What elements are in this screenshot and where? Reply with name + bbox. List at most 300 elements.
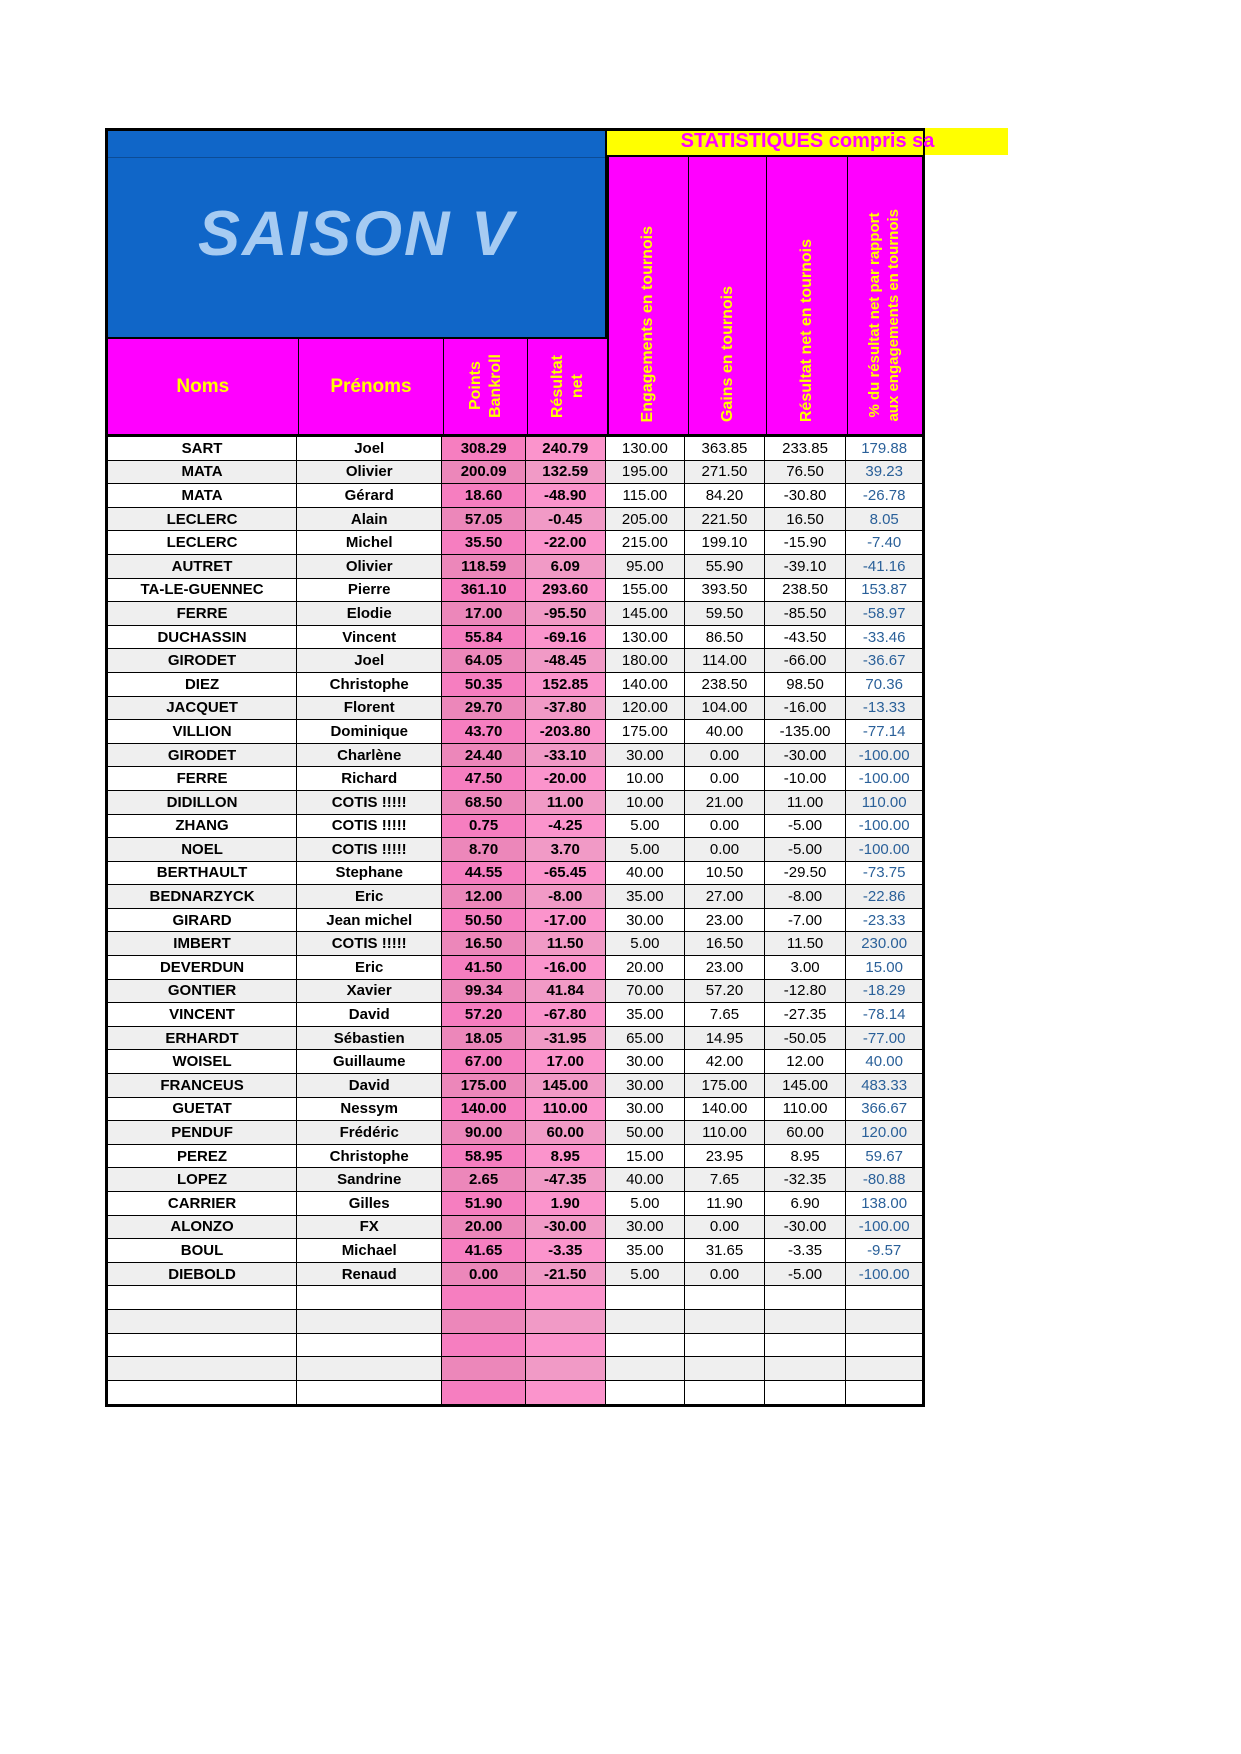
cell-engagements: 140.00 <box>606 673 686 696</box>
cell-prenom: Eric <box>297 885 442 908</box>
column-header-prenoms: Prénoms <box>298 339 444 434</box>
cell-nom: LECLERC <box>108 531 297 554</box>
cell-points-bankroll: 18.05 <box>442 1027 526 1050</box>
cell-resultat-tournois: -50.05 <box>765 1027 847 1050</box>
cell-gains <box>685 1357 765 1380</box>
cell-points-bankroll: 57.20 <box>442 1003 526 1026</box>
cell-engagements: 205.00 <box>606 508 686 531</box>
cell-resultat-tournois: -30.00 <box>765 744 847 767</box>
cell-resultat-net: -69.16 <box>526 626 606 649</box>
cell-prenom <box>297 1381 442 1405</box>
cell-engagements: 195.00 <box>606 461 686 484</box>
cell-prenom: Vincent <box>297 626 442 649</box>
cell-gains: 140.00 <box>685 1098 765 1121</box>
cell-pct: -33.46 <box>862 628 906 646</box>
cell-pct: -22.86 <box>862 888 906 906</box>
cell-engagements: 50.00 <box>606 1121 686 1144</box>
cell-nom: PENDUF <box>108 1121 297 1144</box>
cell-engagements: 30.00 <box>606 909 686 932</box>
cell-gains: 55.90 <box>685 555 765 578</box>
cell-engagements: 175.00 <box>606 720 686 743</box>
cell-resultat-net: -37.80 <box>526 697 606 720</box>
cell-resultat-net: 293.60 <box>526 579 606 602</box>
statistics-banner-text: STATISTIQUES compris sa <box>680 130 935 152</box>
cell-resultat-net: -16.00 <box>526 956 606 979</box>
cell-pct: -100.00 <box>858 1265 910 1283</box>
column-header-noms: Noms <box>176 375 230 397</box>
cell-prenom: Gilles <box>297 1192 442 1215</box>
cell-prenom: COTIS !!!!! <box>297 815 442 838</box>
table-row <box>108 626 922 650</box>
cell-points-bankroll: 2.65 <box>442 1168 526 1191</box>
cell-pct: -100.00 <box>858 770 910 788</box>
cell-prenom: Jean michel <box>297 909 442 932</box>
cell-prenom: COTIS !!!!! <box>297 838 442 861</box>
cell-nom: GONTIER <box>108 980 297 1003</box>
cell-resultat-net <box>526 1286 606 1309</box>
cell-prenom: FX <box>297 1216 442 1239</box>
table-row <box>108 1145 922 1169</box>
cell-prenom: Christophe <box>297 673 442 696</box>
table-row <box>108 1074 922 1098</box>
cell-prenom: Joel <box>297 649 442 672</box>
cell-engagements: 130.00 <box>606 626 686 649</box>
cell-resultat-tournois: 233.85 <box>765 437 847 460</box>
table-row <box>108 697 922 721</box>
cell-engagements: 10.00 <box>606 791 686 814</box>
cell-resultat-net: 110.00 <box>526 1098 606 1121</box>
cell-nom: ZHANG <box>108 815 297 838</box>
cell-resultat-tournois: 76.50 <box>765 461 847 484</box>
cell-gains: 23.95 <box>685 1145 765 1168</box>
cell-prenom: Joel <box>297 437 442 460</box>
cell-engagements: 5.00 <box>606 1192 686 1215</box>
cell-points-bankroll: 67.00 <box>442 1050 526 1073</box>
cell-pct: 153.87 <box>861 581 908 599</box>
cell-resultat-net: 11.50 <box>526 932 606 955</box>
cell-gains: 0.00 <box>685 815 765 838</box>
cell-nom: TA-LE-GUENNEC <box>108 579 297 602</box>
cell-gains: 110.00 <box>685 1121 765 1144</box>
cell-engagements: 145.00 <box>606 602 686 625</box>
cell-gains: 84.20 <box>685 484 765 507</box>
cell-prenom: Renaud <box>297 1263 442 1286</box>
cell-resultat-tournois: 11.50 <box>765 932 847 955</box>
cell-points-bankroll: 12.00 <box>442 885 526 908</box>
cell-nom <box>108 1357 297 1380</box>
cell-nom: NOEL <box>108 838 297 861</box>
cell-points-bankroll: 200.09 <box>442 461 526 484</box>
cell-resultat-tournois <box>765 1381 847 1405</box>
table-row <box>108 744 922 768</box>
table-row <box>108 815 922 839</box>
cell-points-bankroll: 47.50 <box>442 767 526 790</box>
cell-nom <box>108 1334 297 1357</box>
cell-points-bankroll: 68.50 <box>442 791 526 814</box>
cell-engagements: 65.00 <box>606 1027 686 1050</box>
cell-points-bankroll: 64.05 <box>442 649 526 672</box>
table-row <box>108 1003 922 1027</box>
cell-pct: -41.16 <box>862 557 906 575</box>
cell-resultat-net: -0.45 <box>526 508 606 531</box>
table-row <box>108 720 922 744</box>
cell-nom: ERHARDT <box>108 1027 297 1050</box>
cell-pct: -73.75 <box>862 864 906 882</box>
cell-resultat-tournois: 238.50 <box>765 579 847 602</box>
column-header-engagements: Engagements en tournois <box>639 225 657 422</box>
cell-engagements <box>606 1310 686 1333</box>
cell-resultat-net: -203.80 <box>526 720 606 743</box>
cell-resultat-net: -30.00 <box>526 1216 606 1239</box>
cell-gains: 40.00 <box>685 720 765 743</box>
cell-pct: -13.33 <box>862 699 906 717</box>
table-row <box>108 673 922 697</box>
cell-resultat-net: -20.00 <box>526 767 606 790</box>
cell-gains <box>685 1334 765 1357</box>
cell-nom: GIRARD <box>108 909 297 932</box>
cell-resultat-tournois: -16.00 <box>765 697 847 720</box>
cell-resultat-tournois: -5.00 <box>765 815 847 838</box>
cell-points-bankroll: 140.00 <box>442 1098 526 1121</box>
cell-points-bankroll: 0.75 <box>442 815 526 838</box>
cell-resultat-net: -17.00 <box>526 909 606 932</box>
cell-resultat-net: 152.85 <box>526 673 606 696</box>
cell-nom: IMBERT <box>108 932 297 955</box>
cell-pct: 483.33 <box>861 1076 908 1094</box>
cell-resultat-net: 1.90 <box>526 1192 606 1215</box>
cell-resultat-tournois: -8.00 <box>765 885 847 908</box>
cell-resultat-net: 17.00 <box>526 1050 606 1073</box>
cell-resultat-tournois: -5.00 <box>765 1263 847 1286</box>
cell-gains <box>685 1381 765 1405</box>
cell-prenom: Sébastien <box>297 1027 442 1050</box>
cell-resultat-tournois: -3.35 <box>765 1239 847 1262</box>
cell-pct: 230.00 <box>861 935 908 953</box>
table-body <box>105 437 925 1407</box>
table-row <box>108 1216 922 1240</box>
cell-resultat-tournois <box>765 1334 847 1357</box>
cell-nom: GUETAT <box>108 1098 297 1121</box>
cell-nom: DIEBOLD <box>108 1263 297 1286</box>
cell-resultat-net: 41.84 <box>526 980 606 1003</box>
cell-gains: 0.00 <box>685 838 765 861</box>
cell-nom: FERRE <box>108 767 297 790</box>
cell-resultat-tournois: 8.95 <box>765 1145 847 1168</box>
cell-engagements: 30.00 <box>606 1050 686 1073</box>
cell-gains: 86.50 <box>685 626 765 649</box>
cell-nom: GIRODET <box>108 649 297 672</box>
table-row <box>108 508 922 532</box>
cell-pct: 40.00 <box>865 1053 903 1071</box>
cell-resultat-net: 60.00 <box>526 1121 606 1144</box>
cell-pct: 39.23 <box>865 463 903 481</box>
column-header-gains: Gains en tournois <box>688 157 767 434</box>
cell-points-bankroll: 43.70 <box>442 720 526 743</box>
cell-gains: 175.00 <box>685 1074 765 1097</box>
cell-pct: -36.67 <box>862 652 906 670</box>
column-header-points: Points Bankroll <box>443 339 527 434</box>
cell-resultat-tournois: -5.00 <box>765 838 847 861</box>
cell-resultat-tournois: -29.50 <box>765 862 847 885</box>
cell-pct <box>846 1357 922 1380</box>
cell-nom: FRANCEUS <box>108 1074 297 1097</box>
cell-pct: -23.33 <box>862 911 906 929</box>
cell-prenom: Sandrine <box>297 1168 442 1191</box>
cell-resultat-tournois: -135.00 <box>765 720 847 743</box>
cell-gains: 16.50 <box>685 932 765 955</box>
cell-engagements <box>606 1357 686 1380</box>
cell-pct: -77.00 <box>862 1029 906 1047</box>
stat-header-band <box>607 155 925 437</box>
cell-resultat-net: 6.09 <box>526 555 606 578</box>
cell-engagements: 30.00 <box>606 1216 686 1239</box>
table-row <box>108 1286 922 1310</box>
cell-engagements: 35.00 <box>606 885 686 908</box>
cell-resultat-net: -33.10 <box>526 744 606 767</box>
cell-prenom: Charlène <box>297 744 442 767</box>
cell-resultat-net: -67.80 <box>526 1003 606 1026</box>
cell-nom: DUCHASSIN <box>108 626 297 649</box>
cell-resultat-tournois: 6.90 <box>765 1192 847 1215</box>
cell-pct: 179.88 <box>861 439 908 457</box>
cell-points-bankroll: 35.50 <box>442 531 526 554</box>
cell-pct <box>846 1286 922 1309</box>
cell-prenom: Alain <box>297 508 442 531</box>
cell-prenom <box>297 1357 442 1380</box>
cell-resultat-net <box>526 1381 606 1405</box>
cell-pct: -100.00 <box>858 840 910 858</box>
cell-gains: 42.00 <box>685 1050 765 1073</box>
column-header-resultat-net: Résultat net <box>527 339 607 434</box>
cell-pct: 15.00 <box>865 958 903 976</box>
cell-resultat-net: 8.95 <box>526 1145 606 1168</box>
cell-nom: FERRE <box>108 602 297 625</box>
cell-gains: 238.50 <box>685 673 765 696</box>
cell-resultat-tournois: 110.00 <box>765 1098 847 1121</box>
cell-prenom: Dominique <box>297 720 442 743</box>
cell-gains: 199.10 <box>685 531 765 554</box>
cell-engagements: 130.00 <box>606 437 686 460</box>
cell-nom: ALONZO <box>108 1216 297 1239</box>
cell-nom: VILLION <box>108 720 297 743</box>
table-row <box>108 1121 922 1145</box>
cell-resultat-tournois: 98.50 <box>765 673 847 696</box>
cell-prenom: Olivier <box>297 461 442 484</box>
table-row <box>108 862 922 886</box>
cell-resultat-net <box>526 1334 606 1357</box>
column-header-pct: % du résultat net par rapport aux engagements en tournois <box>847 157 922 434</box>
cell-prenom: Michael <box>297 1239 442 1262</box>
table-row <box>108 791 922 815</box>
cell-points-bankroll: 41.50 <box>442 956 526 979</box>
cell-points-bankroll: 50.50 <box>442 909 526 932</box>
cell-engagements: 15.00 <box>606 1145 686 1168</box>
cell-pct: -18.29 <box>862 982 906 1000</box>
cell-resultat-tournois: 11.00 <box>765 791 847 814</box>
cell-pct: -78.14 <box>862 1006 906 1024</box>
cell-prenom: Eric <box>297 956 442 979</box>
cell-resultat-tournois: -43.50 <box>765 626 847 649</box>
cell-prenom: David <box>297 1074 442 1097</box>
table-row <box>108 980 922 1004</box>
cell-points-bankroll: 16.50 <box>442 932 526 955</box>
cell-points-bankroll <box>442 1310 526 1333</box>
cell-engagements: 40.00 <box>606 862 686 885</box>
cell-resultat-tournois: 60.00 <box>765 1121 847 1144</box>
cell-pct: 8.05 <box>869 510 899 528</box>
cell-engagements: 120.00 <box>606 697 686 720</box>
cell-gains: 11.90 <box>685 1192 765 1215</box>
table-row <box>108 461 922 485</box>
cell-engagements: 30.00 <box>606 1098 686 1121</box>
cell-resultat-net: 240.79 <box>526 437 606 460</box>
cell-prenom: David <box>297 1003 442 1026</box>
cell-resultat-net: -48.45 <box>526 649 606 672</box>
cell-engagements: 5.00 <box>606 815 686 838</box>
cell-pct: -9.57 <box>867 1241 902 1259</box>
cell-resultat-tournois: -32.35 <box>765 1168 847 1191</box>
cell-resultat-tournois: 12.00 <box>765 1050 847 1073</box>
table-row <box>108 885 922 909</box>
cell-pct: 70.36 <box>865 675 903 693</box>
cell-prenom: COTIS !!!!! <box>297 932 442 955</box>
table-row <box>108 649 922 673</box>
cell-resultat-net: 3.70 <box>526 838 606 861</box>
cell-resultat-tournois: 3.00 <box>765 956 847 979</box>
cell-nom: LECLERC <box>108 508 297 531</box>
cell-resultat-tournois: -66.00 <box>765 649 847 672</box>
table-row <box>108 767 922 791</box>
cell-gains: 21.00 <box>685 791 765 814</box>
cell-nom: GIRODET <box>108 744 297 767</box>
cell-resultat-tournois: -85.50 <box>765 602 847 625</box>
cell-pct: 110.00 <box>861 793 907 811</box>
cell-engagements: 40.00 <box>606 1168 686 1191</box>
cell-engagements <box>606 1381 686 1405</box>
cell-points-bankroll <box>442 1381 526 1405</box>
cell-pct: -80.88 <box>862 1171 906 1189</box>
cell-resultat-net: -47.35 <box>526 1168 606 1191</box>
cell-prenom: Michel <box>297 531 442 554</box>
cell-gains: 104.00 <box>685 697 765 720</box>
cell-points-bankroll: 99.34 <box>442 980 526 1003</box>
table-row <box>108 932 922 956</box>
table-row <box>108 1027 922 1051</box>
season-title: SAISON V <box>197 199 516 269</box>
cell-gains: 0.00 <box>685 1216 765 1239</box>
cell-engagements: 30.00 <box>606 1074 686 1097</box>
cell-resultat-net: -31.95 <box>526 1027 606 1050</box>
cell-prenom: Richard <box>297 767 442 790</box>
cell-points-bankroll: 308.29 <box>442 437 526 460</box>
cell-points-bankroll: 55.84 <box>442 626 526 649</box>
cell-nom: DIEZ <box>108 673 297 696</box>
table-row <box>108 602 922 626</box>
cell-gains: 271.50 <box>685 461 765 484</box>
cell-nom: MATA <box>108 461 297 484</box>
cell-nom: WOISEL <box>108 1050 297 1073</box>
cell-engagements: 215.00 <box>606 531 686 554</box>
cell-gains: 0.00 <box>685 1263 765 1286</box>
cell-resultat-net: -4.25 <box>526 815 606 838</box>
cell-engagements: 35.00 <box>606 1003 686 1026</box>
cell-pct <box>846 1381 922 1405</box>
cell-gains: 363.85 <box>685 437 765 460</box>
cell-nom: BEDNARZYCK <box>108 885 297 908</box>
cell-pct: -58.97 <box>862 604 906 622</box>
cell-resultat-net: -48.90 <box>526 484 606 507</box>
cell-pct: 120.00 <box>861 1124 908 1142</box>
cell-nom: DIDILLON <box>108 791 297 814</box>
cell-points-bankroll: 175.00 <box>442 1074 526 1097</box>
cell-engagements: 5.00 <box>606 1263 686 1286</box>
cell-pct: -100.00 <box>858 817 910 835</box>
cell-nom: BERTHAULT <box>108 862 297 885</box>
cell-engagements <box>606 1286 686 1309</box>
cell-engagements: 5.00 <box>606 838 686 861</box>
table-row <box>108 956 922 980</box>
cell-resultat-tournois: -7.00 <box>765 909 847 932</box>
cell-points-bankroll: 44.55 <box>442 862 526 885</box>
cell-gains: 0.00 <box>685 744 765 767</box>
cell-points-bankroll: 58.95 <box>442 1145 526 1168</box>
cell-gains: 14.95 <box>685 1027 765 1050</box>
cell-gains: 7.65 <box>685 1003 765 1026</box>
cell-pct: -100.00 <box>858 1218 910 1236</box>
cell-nom: LOPEZ <box>108 1168 297 1191</box>
cell-gains: 10.50 <box>685 862 765 885</box>
cell-gains: 31.65 <box>685 1239 765 1262</box>
cell-resultat-tournois: 145.00 <box>765 1074 847 1097</box>
table-row <box>108 1357 922 1381</box>
table-row <box>108 1050 922 1074</box>
cell-resultat-tournois: -30.00 <box>765 1216 847 1239</box>
cell-prenom <box>297 1286 442 1309</box>
cell-engagements: 180.00 <box>606 649 686 672</box>
cell-prenom: COTIS !!!!! <box>297 791 442 814</box>
cell-prenom: Nessym <box>297 1098 442 1121</box>
cell-engagements: 70.00 <box>606 980 686 1003</box>
cell-points-bankroll: 50.35 <box>442 673 526 696</box>
cell-engagements: 35.00 <box>606 1239 686 1262</box>
cell-resultat-tournois: -30.80 <box>765 484 847 507</box>
cell-prenom: Frédéric <box>297 1121 442 1144</box>
cell-resultat-tournois <box>765 1310 847 1333</box>
cell-resultat-tournois <box>765 1286 847 1309</box>
cell-points-bankroll <box>442 1357 526 1380</box>
cell-pct: 138.00 <box>861 1194 908 1212</box>
cell-resultat-tournois: 16.50 <box>765 508 847 531</box>
cell-prenom: Guillaume <box>297 1050 442 1073</box>
cell-nom <box>108 1286 297 1309</box>
season-title-cell <box>105 128 607 337</box>
cell-nom <box>108 1310 297 1333</box>
cell-resultat-net: -3.35 <box>526 1239 606 1262</box>
cell-points-bankroll: 41.65 <box>442 1239 526 1262</box>
cell-points-bankroll: 29.70 <box>442 697 526 720</box>
cell-prenom: Elodie <box>297 602 442 625</box>
cell-nom <box>108 1381 297 1405</box>
cell-resultat-tournois: -27.35 <box>765 1003 847 1026</box>
table-row <box>108 1168 922 1192</box>
cell-pct: -26.78 <box>862 486 906 504</box>
cell-points-bankroll: 18.60 <box>442 484 526 507</box>
table-row <box>108 1334 922 1358</box>
cell-gains: 0.00 <box>685 767 765 790</box>
cell-engagements <box>606 1334 686 1357</box>
table-row <box>108 484 922 508</box>
cell-gains: 57.20 <box>685 980 765 1003</box>
